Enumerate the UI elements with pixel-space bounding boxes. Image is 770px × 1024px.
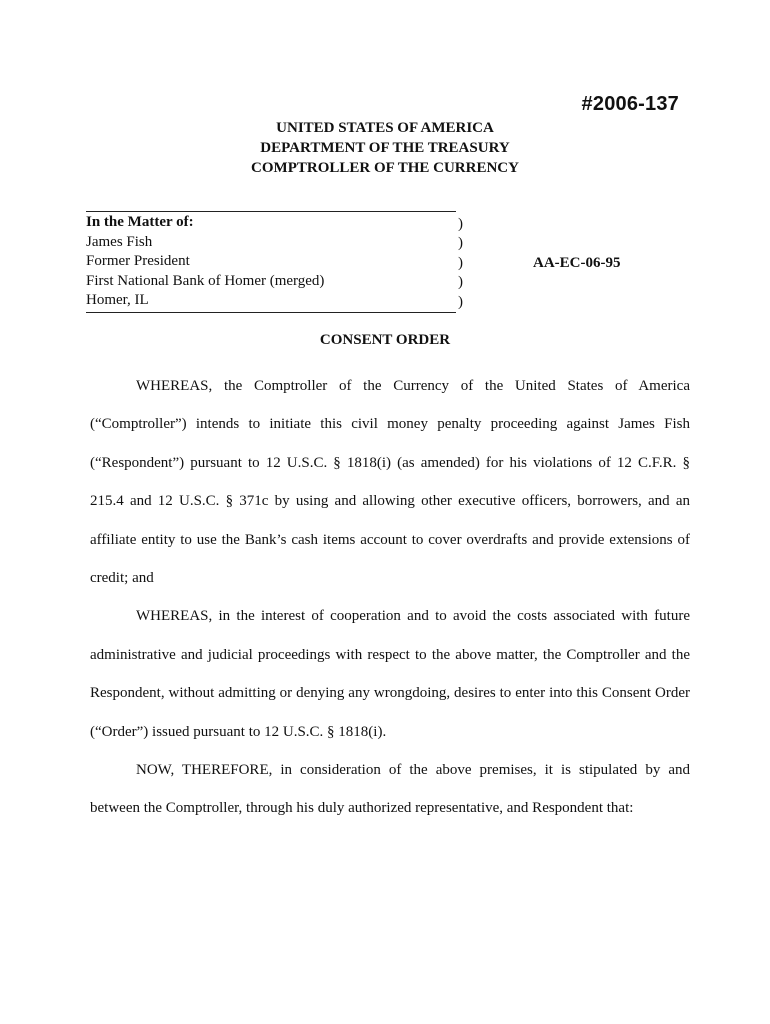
caption-location: Homer, IL: [86, 292, 149, 309]
order-body: [90, 367, 690, 828]
caption-paren: ): [458, 235, 463, 252]
document-number: #2006-137: [581, 93, 679, 115]
agency-header: [0, 118, 770, 178]
caption-heading: In the Matter of:: [86, 214, 194, 230]
agency-line-comptroller: COMPTROLLER OF THE CURRENCY: [251, 160, 519, 176]
whereas-paragraph-2: WHEREAS, in the interest of cooperation and to avoid the costs associated with future administrative and judicial proceedings with respect to the above matter, the Comptroller and the Respondent, without admitting or denying any wrongdoing, desires to enter into this Consent Order (“Order”) issued pursuant to 12 U.S.C. § 1818(i).: [90, 608, 690, 740]
caption-parentheses: [458, 215, 463, 312]
caption-bank-name: First National Bank of Homer (merged): [86, 272, 325, 289]
whereas-paragraph-1: WHEREAS, the Comptroller of the Currency of the United States of America (“Comptroller”) intends to initiate this civil money penalty proceeding against James Fish (“Respondent”) pursuant to 12 U.S.C. § 1818(i) (as amended) for his violations of 12 C.F.R. § 215.4 and 12 U.S.C. § 371c by using and allowing other executive officers, borrowers, and an affiliate entity to use the Bank’s cash items account to cover overdrafts and provide extensions of credit; and: [90, 378, 690, 587]
caption-respondent-title: Former President: [86, 253, 190, 270]
caption-paren: ): [458, 274, 463, 291]
case-caption-box: [86, 211, 456, 313]
caption-respondent-name: James Fish: [86, 233, 153, 250]
agency-line-department: DEPARTMENT OF THE TREASURY: [260, 140, 510, 156]
caption-paren: ): [458, 293, 463, 310]
agency-line-country: UNITED STATES OF AMERICA: [276, 120, 494, 136]
caption-paren: ): [458, 254, 463, 271]
document-title: CONSENT ORDER: [319, 332, 451, 348]
caption-paren: ): [458, 216, 463, 232]
case-number: AA-EC-06-95: [533, 255, 621, 271]
therefore-paragraph: NOW, THEREFORE, in consideration of the above premises, it is stipulated by and between the Comptroller, through his duly authorized representative, and Respondent that:: [90, 762, 690, 817]
